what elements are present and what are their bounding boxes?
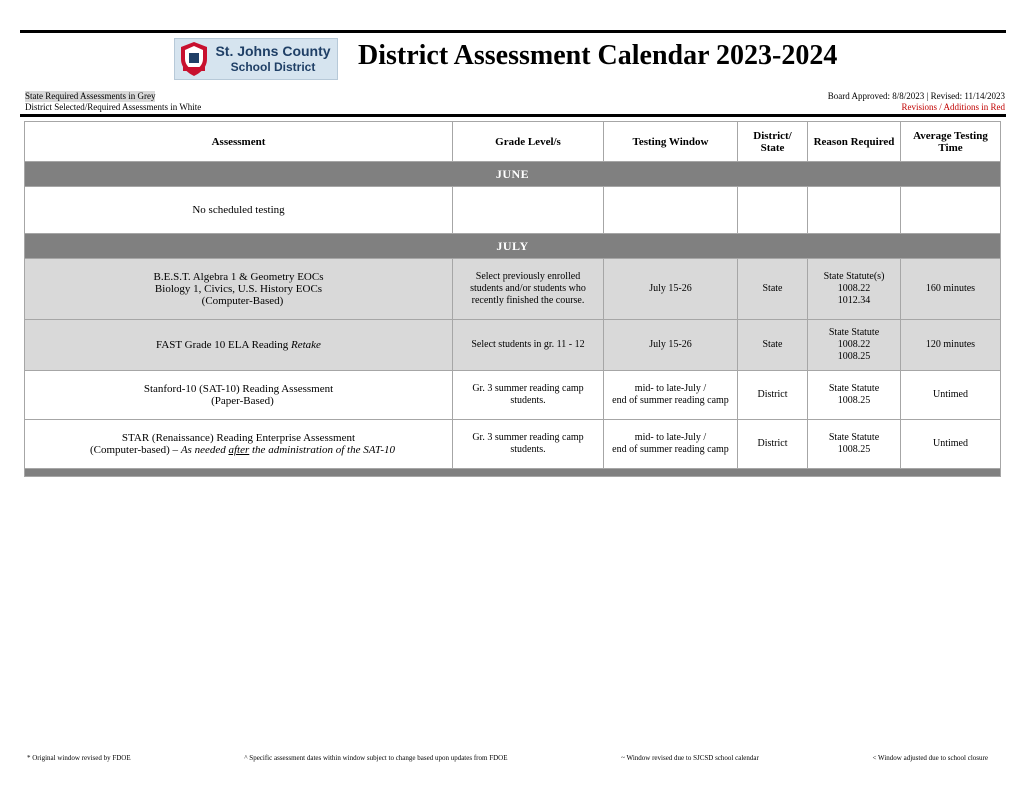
header-rule — [20, 114, 1006, 117]
legend-grey: State Required Assessments in Grey — [25, 91, 156, 101]
assessment-cell: FAST Grade 10 ELA Reading Retake — [25, 320, 453, 371]
shield-icon — [179, 41, 209, 77]
assessment-cell: Stanford-10 (SAT-10) Reading Assessment (Paper-Based) — [25, 371, 453, 420]
window-cell: July 15-26 — [604, 320, 738, 371]
window-cell: mid- to late-July / end of summer reading camp — [604, 420, 738, 469]
page-title: District Assessment Calendar 2023-2024 — [358, 40, 838, 71]
approval-info — [828, 91, 1005, 113]
logo-line-2: School District — [230, 60, 316, 74]
grade-cell: Select previously enrolled students and/or students who recently finished the course. — [453, 259, 604, 320]
footnote-1: * Original window revised by FDOE — [27, 754, 131, 762]
time-cell: 120 minutes — [901, 320, 1001, 371]
footnotes — [27, 754, 988, 762]
header-window: Testing Window — [604, 122, 738, 162]
table-header-row — [25, 122, 1001, 162]
top-rule — [20, 30, 1006, 33]
header-time: Average Testing Time — [901, 122, 1001, 162]
time-cell — [901, 187, 1001, 234]
district-state-cell: State — [738, 259, 808, 320]
approval-dates: Board Approved: 8/8/2023 | Revised: 11/14/2023 — [827, 91, 1005, 101]
month-label-june: JUNE — [25, 162, 1001, 187]
table-row — [25, 320, 1001, 371]
revisions-note: Revisions / Additions in Red — [901, 102, 1005, 112]
table-row — [25, 371, 1001, 420]
grade-cell: Select students in gr. 11 - 12 — [453, 320, 604, 371]
reason-cell — [808, 187, 901, 234]
grade-cell — [453, 187, 604, 234]
month-label-july: JULY — [25, 234, 1001, 259]
grade-cell: Gr. 3 summer reading camp students. — [453, 371, 604, 420]
district-logo — [174, 38, 338, 80]
logo-line-1: St. Johns County — [215, 43, 331, 59]
header-assessment: Assessment — [25, 122, 453, 162]
header-reason: Reason Required — [808, 122, 901, 162]
assessment-cell: STAR (Renaissance) Reading Enterprise Assessment (Computer-based) – As needed after the administration of the SAT-10 — [25, 420, 453, 469]
legend — [25, 91, 201, 113]
table-footer-band — [25, 469, 1001, 477]
assessment-cell: No scheduled testing — [25, 187, 453, 234]
header-district-state: District/ State — [738, 122, 808, 162]
footnote-2: ^ Specific assessment dates within window subject to change based upon updates from FDOE — [244, 754, 508, 762]
district-state-cell — [738, 187, 808, 234]
month-band-july — [25, 234, 1001, 259]
reason-cell: State Statute 1008.25 — [808, 371, 901, 420]
table-row — [25, 420, 1001, 469]
grade-cell: Gr. 3 summer reading camp students. — [453, 420, 604, 469]
time-cell: Untimed — [901, 420, 1001, 469]
assessment-table — [24, 121, 1001, 477]
reason-cell: State Statute 1008.22 1008.25 — [808, 320, 901, 371]
time-cell: Untimed — [901, 371, 1001, 420]
assessment-cell: B.E.S.T. Algebra 1 & Geometry EOCs Biology 1, Civics, U.S. History EOCs (Computer-Based) — [25, 259, 453, 320]
footnote-4: < Window adjusted due to school closure — [872, 754, 988, 762]
reason-cell: State Statute(s) 1008.22 1012.34 — [808, 259, 901, 320]
header-grade: Grade Level/s — [453, 122, 604, 162]
reason-cell: State Statute 1008.25 — [808, 420, 901, 469]
window-cell: July 15-26 — [604, 259, 738, 320]
month-band-june — [25, 162, 1001, 187]
district-state-cell: State — [738, 320, 808, 371]
district-state-cell: District — [738, 371, 808, 420]
table-row — [25, 259, 1001, 320]
legend-white: District Selected/Required Assessments in White — [25, 102, 202, 112]
footnote-3: ~ Window revised due to SJCSD school calendar — [621, 754, 759, 762]
time-cell: 160 minutes — [901, 259, 1001, 320]
window-cell — [604, 187, 738, 234]
district-state-cell: District — [738, 420, 808, 469]
window-cell: mid- to late-July / end of summer reading camp — [604, 371, 738, 420]
table-row — [25, 187, 1001, 234]
